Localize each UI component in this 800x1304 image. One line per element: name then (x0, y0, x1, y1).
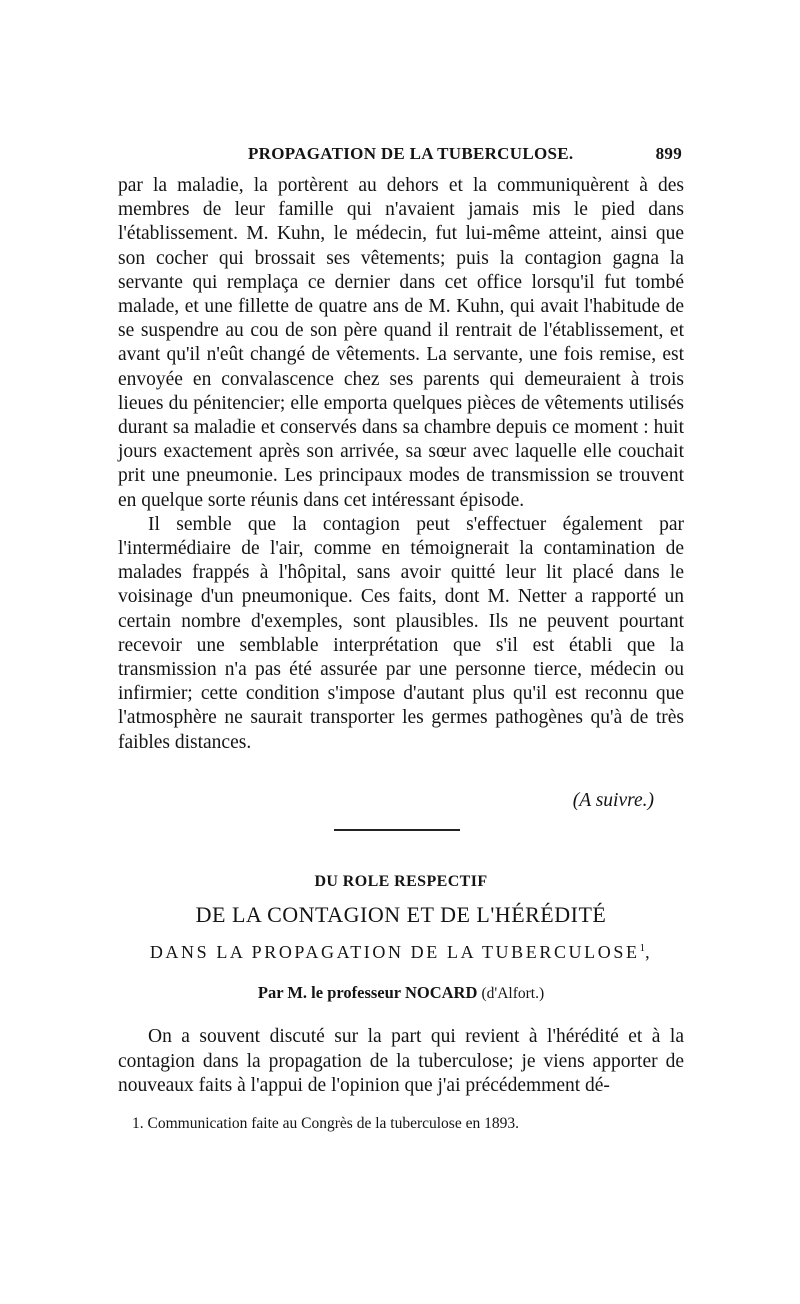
article-title: DE LA CONTAGION ET DE L'HÉRÉDITÉ (195, 902, 607, 927)
article-subtitle (118, 942, 684, 963)
new-article-intro (118, 1025, 684, 1099)
running-title: PROPAGATION DE LA TUBERCULOSE. (248, 144, 574, 163)
paragraph-contagion-air: Il semble que la contagion peut s'effectuer également par l'intermédiaire de l'air, comme en témoignerait la contamination de malades frappés à l'hôpital, sans avoir quitté leur lit placé dans le voisinage d'un pneumonique. Ces faits, dont M. Netter a rapporté un certain nombre d'exemples, sont plausibles. Ils ne peuvent pourtant recevoir une semblable interprétation que s'il est établi que la transmission n'a pas été assurée par une personne tierce, médecin ou infirmier; cette condition s'impose d'autant plus qu'il est reconnu que l'atmosphère ne saurait transporter les germes pathogènes qu'à de très faibles distances. (118, 513, 684, 753)
article-author (118, 983, 684, 1003)
footnote-text: Communication faite au Congrès de la tuberculose en 1893. (147, 1115, 519, 1132)
book-page (118, 0, 684, 1304)
to-be-continued: (A suivre.) (572, 790, 654, 811)
footnote-marker[interactable]: 1 (639, 942, 646, 954)
page-number: 899 (655, 144, 682, 163)
article-kicker: DU ROLE RESPECTIF (314, 873, 488, 890)
previous-article-body (118, 174, 684, 755)
author-affiliation: (d'Alfort.) (481, 985, 545, 1002)
article-subtitle-text: DANS LA PROPAGATION DE LA TUBERCULOSE (149, 942, 640, 962)
paragraph-continuation: par la maladie, la portèrent au dehors et la communiquèrent à des membres de leur famille qui n'avaient jamais mis le pied dans l'établissement. M. Kuhn, le médecin, fut lui-même atteint, ainsi que son cocher qui brossait ses vêtements; puis la contagion gagna la servante qui remplaça ce dernier dans cet office lorsqu'il fut tombé malade, et une fillette de quatre ans de M. Kuhn, qui avait l'habitude de se suspendre au cou de son père quand il rentrait de l'établissement, et avant qu'il n'eût changé de vêtements. La servante, une fois remise, est envoyée en convalascence chez ses parents qui demeuraient à trois lieues du pénitencier; elle emporta quelques pièces de vêtements utilisés durant sa maladie et conservés dans sa chambre depuis ce moment : huit jours exactement après son arrivée, sa sœur avec laquelle elle couchait prit une pneumonie. Les principaux modes de transmission se trouvent en quelque sorte réunis dans cet intéressant épisode. (118, 175, 684, 511)
section-divider (334, 829, 460, 831)
footnote (132, 1115, 684, 1133)
article-subtitle-comma: , (645, 942, 653, 962)
intro-paragraph: On a souvent discuté sur la part qui revient à l'hérédité et à la contagion dans la propagation de la tuberculose; je viens apporter de nouveaux faits à l'appui de l'opinion que j'ai précédemment dé- (118, 1026, 684, 1097)
author-name: Par M. le professeur NOCARD (257, 983, 478, 1002)
footnote-number: 1. (132, 1115, 144, 1132)
running-header (118, 144, 684, 168)
